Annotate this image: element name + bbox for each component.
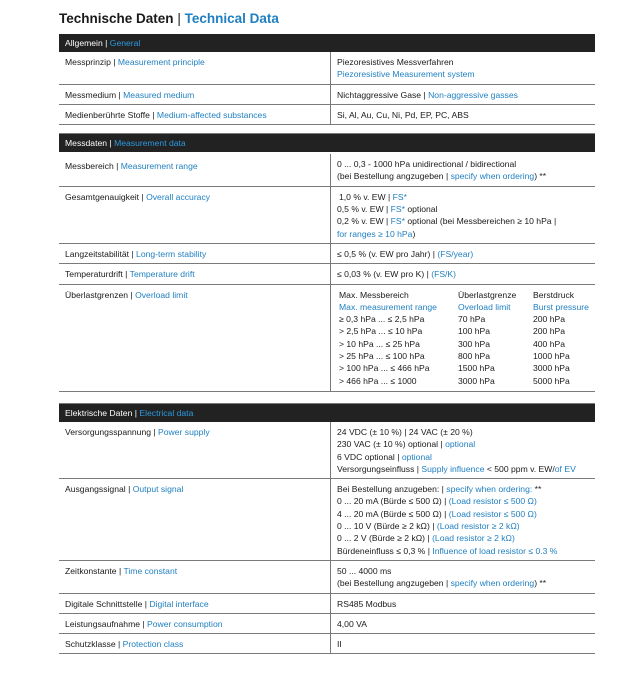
overload-cell: 300 hPa: [458, 338, 491, 349]
overload-cell: 800 hPa: [458, 351, 491, 362]
row-output-signal: [59, 479, 595, 561]
value-cell: 50 ... 4000 ms (bei Bestellung angzugeben | specify when ordering) **: [337, 565, 547, 589]
overload-header-en: Max. measurement range: [339, 301, 437, 312]
label-cell: Messprinzip | Measurement principle: [59, 52, 331, 84]
overload-cell: 200 hPa: [533, 326, 566, 337]
overload-cell: > 100 hPa ... ≤ 466 hPa: [339, 363, 430, 374]
overload-cell: ≥ 0,3 hPa ... ≤ 2,5 hPa: [339, 314, 425, 325]
overload-header-en: Burst pressure: [533, 301, 589, 312]
row-power-consumption: [59, 614, 595, 634]
label-cell: Ausgangssignal | Output signal: [59, 479, 331, 560]
value-cell: Piezoresistives Messverfahren Piezoresistive Measurement system: [337, 57, 475, 80]
label-cell: Messmedium | Measured medium: [59, 85, 331, 104]
label-cell: Versorgungsspannung | Power supply: [59, 422, 331, 478]
overload-header: Max. Messbereich: [339, 289, 409, 300]
value-cell: ≤ 0,5 % (v. EW pro Jahr) | (FS/year): [337, 248, 474, 259]
label-cell: Gesamtgenauigkeit | Overall accuracy: [59, 187, 331, 243]
label-cell: Schutzklasse | Protection class: [59, 634, 331, 653]
row-medium-affected-substances: [59, 105, 595, 125]
value-cell: [331, 285, 595, 391]
section-header-general: Allgemein | General: [59, 34, 595, 52]
overload-cell: 3000 hPa: [533, 363, 570, 374]
label-cell: Temperaturdrift | Temperature drift: [59, 264, 331, 283]
overload-cell: 3000 hPa: [458, 375, 495, 386]
row-power-supply: [59, 422, 595, 479]
row-measured-medium: [59, 85, 595, 105]
value-cell: II: [337, 639, 342, 650]
value-cell: 4,00 VA: [337, 618, 367, 629]
spacer: [59, 125, 595, 134]
title-en: Technical Data: [184, 11, 279, 26]
row-time-constant: [59, 561, 595, 594]
overload-table: [337, 289, 595, 387]
row-temperature-drift: [59, 264, 595, 284]
overload-header: Berstdruck: [533, 289, 575, 300]
label-cell: Zeitkonstante | Time constant: [59, 561, 331, 593]
overload-cell: > 25 hPa ... ≤ 100 hPa: [339, 351, 425, 362]
technical-data-table: [59, 34, 595, 654]
value-cell: RS485 Modbus: [337, 598, 397, 609]
label-cell: Leistungsaufnahme | Power consumption: [59, 614, 331, 633]
label-cell: Messbereich | Measurement range: [59, 154, 331, 186]
value-cell: Bei Bestellung anzugeben: | specify when ordering: ** 0 ... 20 mA (Bürde ≤ 500 Ω) | (Load resistor ≤ 500 Ω) 4 ... 20 mA (Bürde ≤ 500 Ω) | (Load resistor ≤ 500 Ω) 0 ... 10 V (Bürde ≥ 2 kΩ) | (Load resistor ≥ 2 kΩ) 0 ... 2 V (Bürde ≥ 2 kΩ) | (Load resistor ≥ 2 kΩ) Bürdeneinfluss ≤ 0,3 % | Influence of load resistor ≤ 0.3 %: [337, 484, 558, 556]
label-cell: Digitale Schnittstelle | Digital interface: [59, 594, 331, 613]
page-title: [59, 11, 279, 26]
title-de: Technische Daten: [59, 11, 174, 26]
row-protection-class: [59, 634, 595, 654]
overload-cell: 100 hPa: [458, 326, 491, 337]
overload-cell: > 10 hPa ... ≤ 25 hPa: [339, 338, 420, 349]
overload-cell: 400 hPa: [533, 338, 566, 349]
row-measurement-principle: [59, 52, 595, 85]
overload-cell: 1000 hPa: [533, 351, 570, 362]
overload-cell: > 466 hPa ... ≤ 1000: [339, 375, 417, 386]
value-cell: 0 ... 0,3 - 1000 hPa unidirectional / bidirectional (bei Bestellung angzugeben | specify when ordering) **: [337, 159, 547, 182]
overload-cell: > 2,5 hPa ... ≤ 10 hPa: [339, 326, 423, 337]
label-cell: Überlastgrenzen | Overload limit: [59, 285, 331, 391]
value-cell: Si, Al, Au, Cu, Ni, Pd, EP, PC, ABS: [337, 109, 469, 120]
title-separator: |: [177, 11, 181, 26]
row-measurement-range: [59, 152, 595, 187]
row-long-term-stability: [59, 244, 595, 264]
overload-cell: 200 hPa: [533, 314, 566, 325]
overload-cell: 1500 hPa: [458, 363, 495, 374]
overload-header-en: Overload limit: [458, 301, 511, 312]
row-overall-accuracy: [59, 187, 595, 244]
value-cell: 24 VDC (± 10 %) | 24 VAC (± 20 %) 230 VAC (± 10 %) optional | optional 6 VDC optional | optional Versorgungseinfluss | Supply influence < 500 ppm v. EW/of EV: [337, 426, 576, 474]
spacer: [59, 392, 595, 404]
overload-cell: 70 hPa: [458, 314, 486, 325]
overload-header: Überlastgrenze: [458, 289, 517, 300]
label-cell: Langzeitstabilität | Long-term stability: [59, 244, 331, 263]
row-overload-limit: [59, 285, 595, 392]
label-cell: Medienberührte Stoffe | Medium-affected substances: [59, 105, 331, 124]
overload-cell: 5000 hPa: [533, 375, 570, 386]
value-cell: ≤ 0,03 % (v. EW pro K) | (FS/K): [337, 269, 457, 280]
value-cell: Nichtaggressive Gase | Non-aggressive gasses: [337, 89, 518, 100]
row-digital-interface: [59, 594, 595, 614]
section-header-measurement: Messdaten | Measurement data: [59, 134, 595, 152]
value-cell: 1,0 % v. EW | FS* 0,5 % v. EW | FS* optional 0,2 % v. EW | FS* optional (bei Messbereichen ≥ 10 hPa | for ranges ≥ 10 hPa): [337, 191, 557, 239]
section-header-electrical: Elektrische Daten | Electrical data: [59, 404, 595, 422]
